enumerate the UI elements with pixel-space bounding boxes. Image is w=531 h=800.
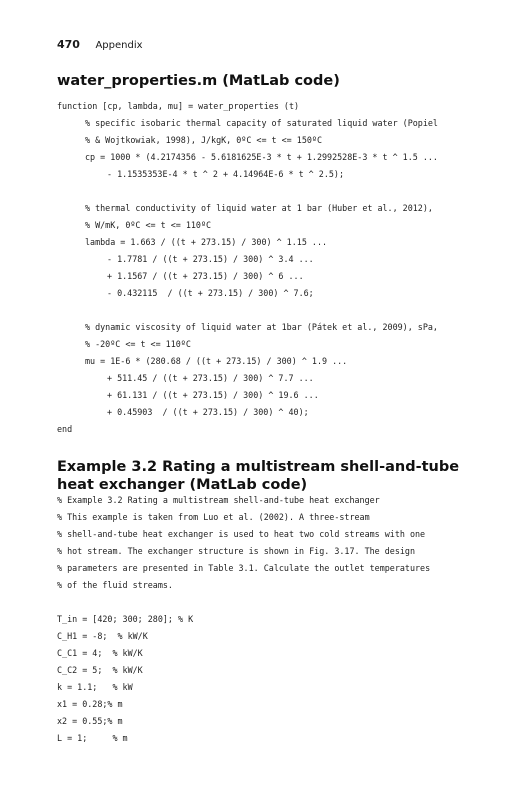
code-line: lambda = 1.663 / ((t + 273.15) / 300) ^ 1.15 ... — [85, 237, 328, 247]
code-line: end — [57, 424, 73, 434]
code-line: % Example 3.2 Rating a multistream shell-and-tube heat exchanger — [57, 495, 380, 505]
code-line: - 1.1535353E-4 * t ^ 2 + 4.14964E-6 * t ^ 2.5); — [107, 169, 344, 179]
code-line — [57, 594, 430, 611]
code-line: + 1.1567 / ((t + 273.15) / 300) ^ 6 ... — [107, 271, 304, 281]
code-line: L = 1; % m — [57, 733, 128, 743]
code-line: cp = 1000 * (4.2174356 - 5.6181625E-3 * t + 1.2992528E-3 * t ^ 1.5 ... — [85, 152, 438, 162]
code-line: x2 = 0.55;% m — [57, 716, 123, 726]
section-title-example-3-2: Example 3.2 Rating a multistream shell-and-tube heat exchanger (MatLab code) — [57, 459, 460, 493]
code-line: - 0.432115 / ((t + 273.15) / 300) ^ 7.6; — [107, 288, 314, 298]
code-line: % thermal conductivity of liquid water at 1 bar (Huber et al., 2012), — [85, 203, 433, 213]
code-line: % parameters are presented in Table 3.1. Calculate the outlet temperatures — [57, 563, 431, 573]
code-line: C_C1 = 4; % kW/K — [57, 648, 143, 658]
code-line: x1 = 0.28;% m — [57, 699, 123, 709]
code-line: % shell-and-tube heat exchanger is used to heat two cold streams with one — [57, 529, 426, 539]
code-line: % & Wojtkowiak, 1998), J/kgK, 0ºC <= t <= 150ºC — [85, 135, 322, 145]
code-line: function [cp, lambda, mu] = water_properties (t) — [57, 101, 300, 111]
code-line: % specific isobaric thermal capacity of saturated liquid water (Popiel — [85, 118, 438, 128]
code-block-water-properties — [57, 98, 438, 438]
code-line: % dynamic viscosity of liquid water at 1bar (Pátek et al., 2009), sPa, — [85, 322, 438, 332]
code-line: k = 1.1; % kW — [57, 682, 133, 692]
code-line: C_H1 = -8; % kW/K — [57, 631, 148, 641]
page-number: 470 — [57, 38, 80, 51]
code-line: + 61.131 / ((t + 273.15) / 300) ^ 19.6 ... — [107, 390, 319, 400]
code-line: - 1.7781 / ((t + 273.15) / 300) ^ 3.4 ... — [107, 254, 314, 264]
code-line: + 511.45 / ((t + 273.15) / 300) ^ 7.7 ... — [107, 373, 314, 383]
code-line: C_C2 = 5; % kW/K — [57, 665, 143, 675]
code-line: % This example is taken from Luo et al. (2002). A three-stream — [57, 512, 370, 522]
section-name: Appendix — [95, 40, 143, 51]
code-line: % -20ºC <= t <= 110ºC — [85, 339, 191, 349]
code-line: T_in = [420; 300; 280]; % K — [57, 614, 194, 624]
code-line: mu = 1E-6 * (280.68 / ((t + 273.15) / 300) ^ 1.9 ... — [85, 356, 348, 366]
code-line: + 0.45903 / ((t + 273.15) / 300) ^ 40); — [107, 407, 309, 417]
section-title-water-properties: water_properties.m (MatLab code) — [57, 73, 340, 89]
code-line — [57, 183, 438, 200]
code-line — [57, 302, 438, 319]
code-line: % of the fluid streams. — [57, 580, 173, 590]
code-block-example-3-2 — [57, 492, 430, 747]
code-line: % W/mK, 0ºC <= t <= 110ºC — [85, 220, 212, 230]
running-header — [57, 38, 143, 51]
code-line: % hot stream. The exchanger structure is shown in Fig. 3.17. The design — [57, 546, 415, 556]
